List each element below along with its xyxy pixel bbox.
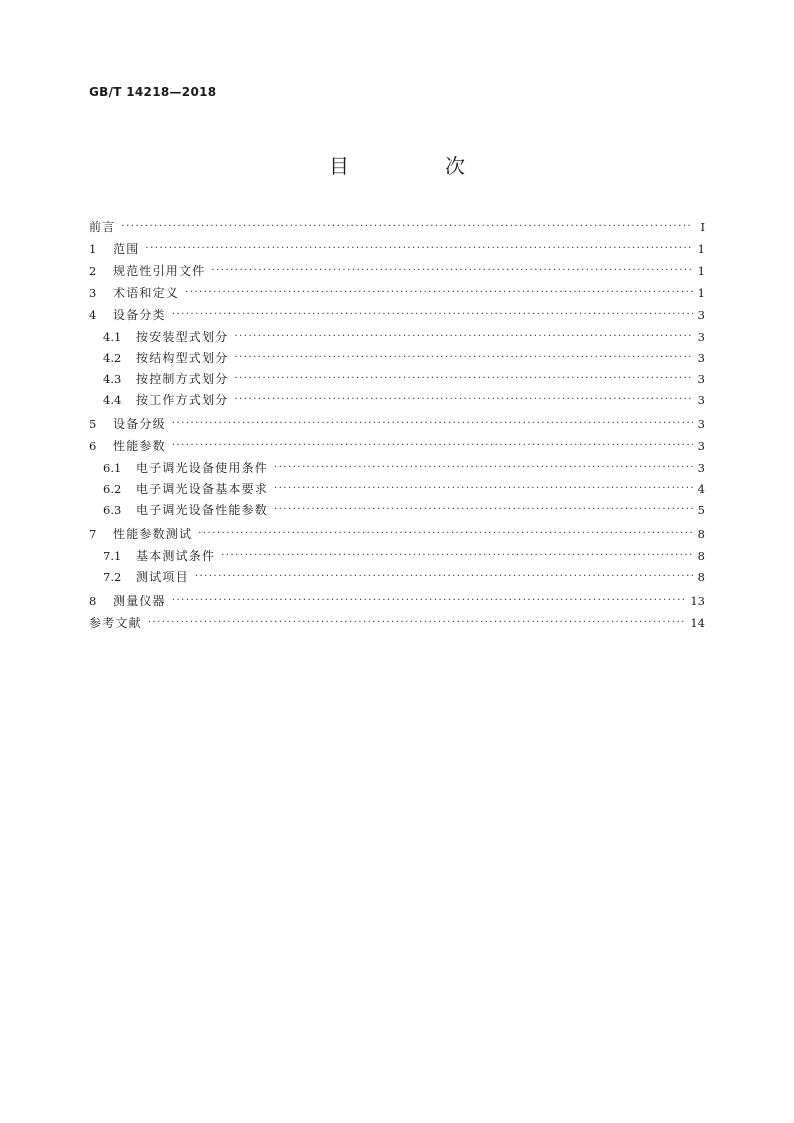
toc-entry-page: 3 xyxy=(697,461,705,475)
toc-entry-page: 1 xyxy=(697,286,705,300)
toc-entry-4-2[interactable] xyxy=(89,348,705,369)
toc-entry-number: 5 xyxy=(89,417,97,431)
toc-entry-page: 8 xyxy=(697,527,705,541)
toc-entry-5[interactable] xyxy=(89,413,705,435)
toc-entry-4-3[interactable] xyxy=(89,369,705,390)
toc-entry-number: 6 xyxy=(89,439,97,453)
toc-entry-4[interactable] xyxy=(89,304,705,326)
table-of-contents xyxy=(89,216,705,634)
toc-entry-number: 6.2 xyxy=(103,482,122,496)
toc-entry-label: 设备分级 xyxy=(113,417,166,431)
toc-entry-page: 4 xyxy=(697,482,705,496)
toc-leader-dots xyxy=(274,457,693,478)
toc-entry-page: 3 xyxy=(697,308,705,322)
toc-entry-number: 4 xyxy=(89,308,97,322)
toc-entry-page: 3 xyxy=(697,439,705,453)
toc-leader-dots xyxy=(195,566,693,587)
toc-entry-number: 4.3 xyxy=(103,372,122,386)
toc-entry-label: 电子调光设备性能参数 xyxy=(136,503,269,517)
page-title: 目 次 xyxy=(329,154,503,178)
toc-leader-dots xyxy=(274,478,693,499)
toc-entry-page: 3 xyxy=(697,351,705,365)
toc-entry-page: 1 xyxy=(697,242,705,256)
toc-leader-dots xyxy=(234,326,693,347)
toc-entry-number: 6.3 xyxy=(103,503,122,517)
toc-entry-page: Ⅰ xyxy=(700,220,705,234)
toc-entry-page: 5 xyxy=(697,503,705,517)
toc-leader-dots xyxy=(172,304,693,326)
toc-entry-label: 范围 xyxy=(113,242,140,256)
toc-entry-7-1[interactable] xyxy=(89,546,705,567)
toc-entry-label: 测量仪器 xyxy=(113,594,166,608)
toc-entry-8[interactable] xyxy=(89,590,705,612)
standard-code: GB/T 14218—2018 xyxy=(89,85,217,99)
toc-entry-7-2[interactable] xyxy=(89,567,705,588)
toc-entry-number: 8 xyxy=(89,594,97,608)
toc-entry-label: 按安装型式划分 xyxy=(136,330,229,344)
toc-leader-dots xyxy=(234,347,693,368)
toc-leader-dots xyxy=(148,612,687,634)
toc-entry-label: 测试项目 xyxy=(136,570,189,584)
toc-entry-2[interactable] xyxy=(89,260,705,282)
toc-entry-1[interactable] xyxy=(89,238,705,260)
toc-entry-foreword[interactable] xyxy=(89,216,705,238)
toc-entry-number: 3 xyxy=(89,286,97,300)
toc-entry-page: 8 xyxy=(697,549,705,563)
toc-entry-page: 8 xyxy=(697,570,705,584)
toc-entry-label: 设备分类 xyxy=(113,308,166,322)
toc-entry-label: 参考文献 xyxy=(89,616,142,630)
toc-leader-dots xyxy=(172,435,693,457)
toc-entry-6-3[interactable] xyxy=(89,500,705,521)
toc-entry-label: 性能参数测试 xyxy=(113,527,193,541)
toc-entry-7[interactable] xyxy=(89,523,705,545)
toc-leader-dots xyxy=(211,260,693,282)
toc-entry-number: 4.1 xyxy=(103,330,122,344)
toc-entry-label: 电子调光设备基本要求 xyxy=(136,482,269,496)
toc-entry-4-4[interactable] xyxy=(89,390,705,411)
toc-entry-6-2[interactable] xyxy=(89,479,705,500)
toc-leader-dots xyxy=(234,389,693,410)
toc-entry-label: 按结构型式划分 xyxy=(136,351,229,365)
toc-entry-label: 性能参数 xyxy=(113,439,166,453)
toc-entry-label: 术语和定义 xyxy=(113,286,180,300)
toc-entry-label: 前言 xyxy=(89,220,116,234)
toc-leader-dots xyxy=(234,368,693,389)
toc-entry-page: 3 xyxy=(697,330,705,344)
toc-leader-dots xyxy=(145,238,693,260)
toc-entry-number: 7.2 xyxy=(103,570,122,584)
toc-entry-number: 2 xyxy=(89,264,97,278)
toc-leader-dots xyxy=(274,499,693,520)
toc-entry-label: 规范性引用文件 xyxy=(113,264,206,278)
toc-entry-page: 3 xyxy=(697,417,705,431)
toc-entry-references[interactable] xyxy=(89,612,705,634)
toc-entry-number: 1 xyxy=(89,242,97,256)
toc-entry-label: 按控制方式划分 xyxy=(136,372,229,386)
toc-entry-page: 1 xyxy=(697,264,705,278)
toc-entry-label: 电子调光设备使用条件 xyxy=(136,461,269,475)
toc-entry-label: 按工作方式划分 xyxy=(136,393,229,407)
toc-entry-page: 14 xyxy=(690,616,705,630)
toc-leader-dots xyxy=(221,545,693,566)
toc-entry-4-1[interactable] xyxy=(89,327,705,348)
toc-entry-6-1[interactable] xyxy=(89,458,705,479)
toc-leader-dots xyxy=(185,282,693,304)
toc-entry-label: 基本测试条件 xyxy=(136,549,216,563)
toc-leader-dots xyxy=(172,413,693,435)
toc-leader-dots xyxy=(172,590,687,612)
toc-entry-6[interactable] xyxy=(89,435,705,457)
toc-entry-number: 4.2 xyxy=(103,351,122,365)
toc-leader-dots xyxy=(121,216,693,238)
toc-entry-number: 7.1 xyxy=(103,549,122,563)
toc-entry-number: 7 xyxy=(89,527,97,541)
toc-entry-number: 4.4 xyxy=(103,393,122,407)
toc-entry-page: 3 xyxy=(697,372,705,386)
toc-entry-page: 13 xyxy=(690,594,705,608)
toc-entry-page: 3 xyxy=(697,393,705,407)
toc-entry-number: 6.1 xyxy=(103,461,122,475)
toc-leader-dots xyxy=(198,523,693,545)
toc-entry-3[interactable] xyxy=(89,282,705,304)
